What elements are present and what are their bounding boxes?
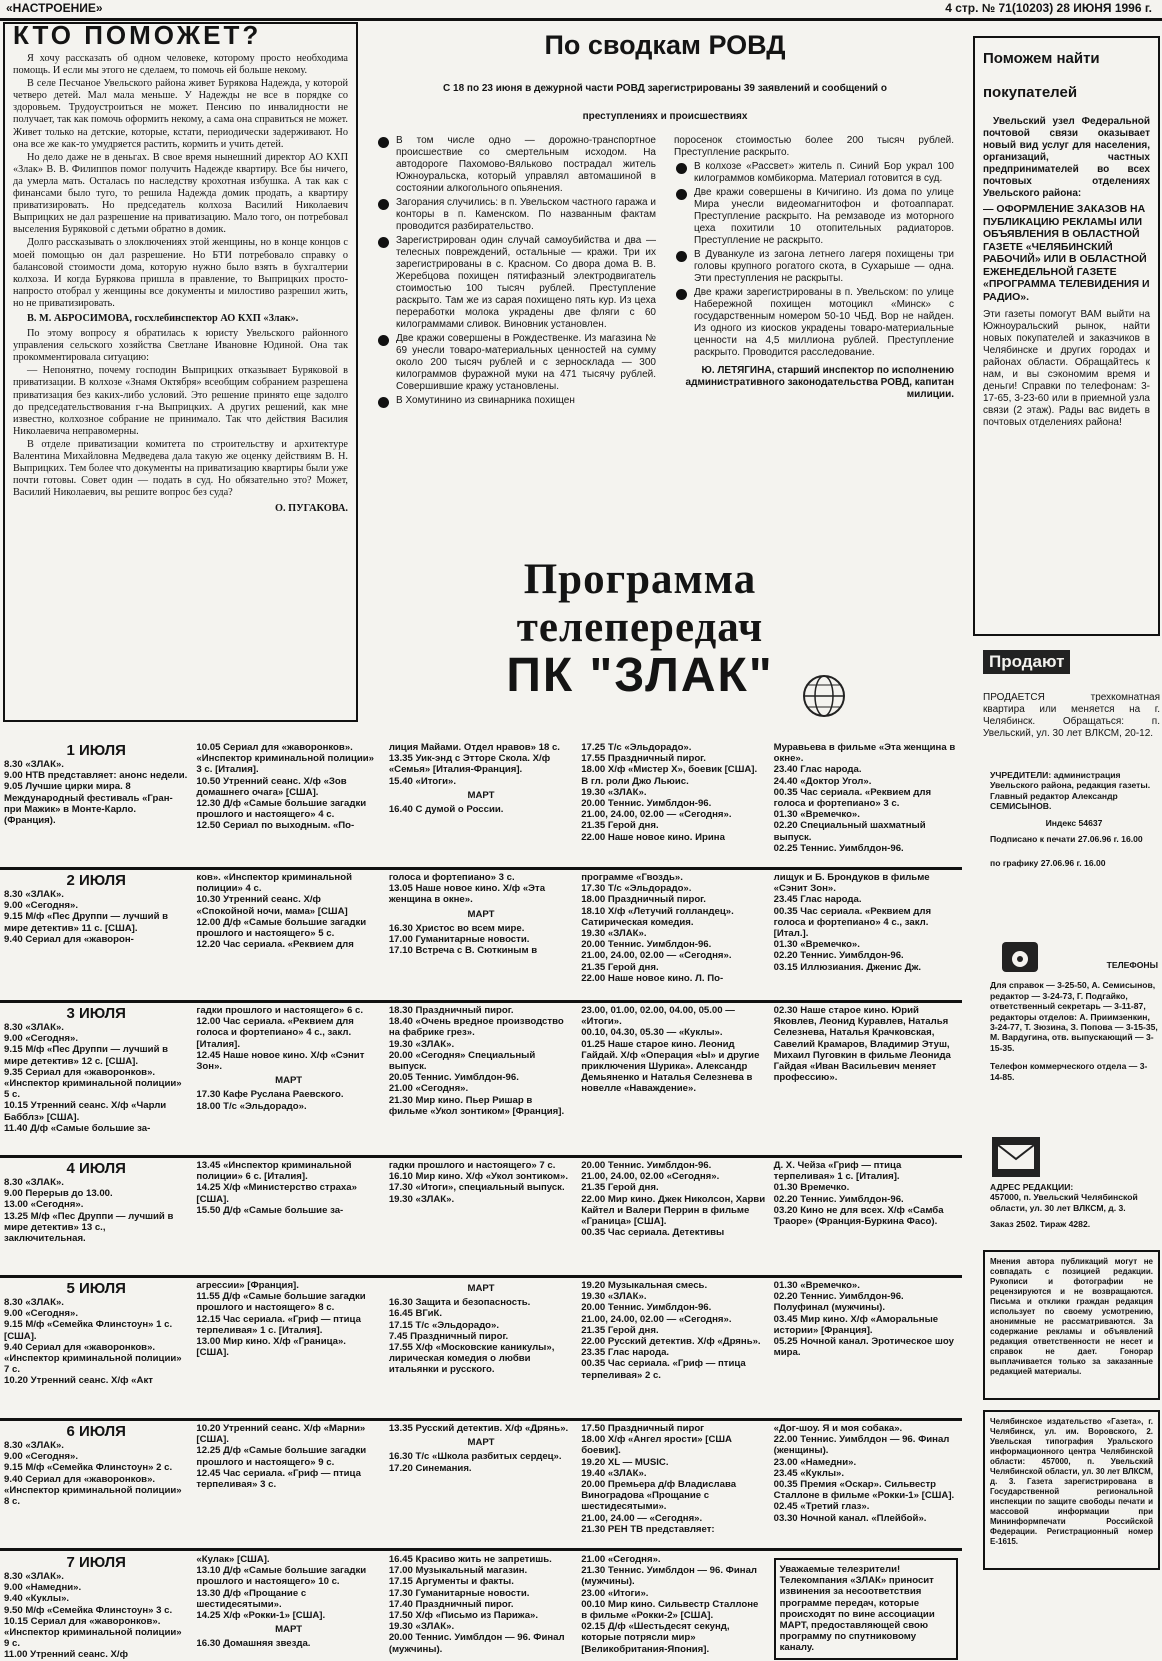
signature: Ю. ЛЕТЯГИНА, старший инспектор по исполнению административного законодательства РОВД, капитан милиции.	[685, 365, 954, 400]
tv-listing: 21.00, 24.00, 02.00 — «Сегодня».	[581, 950, 732, 962]
article-title: КТО ПОМОЖЕТ?	[13, 20, 262, 50]
day-row	[0, 1160, 962, 1278]
tv-listing: ков». «Инспектор криминальной полиции» 4 с.	[196, 872, 352, 895]
tv-listing: 11.55 Д/ф «Самые большие загадки прошлого и настоящего» 8 с.	[196, 1291, 366, 1314]
tv-listing: 18.40 «Очень вредное производство на фабрике грез».	[388, 1016, 564, 1039]
tv-listing: 9.40 Сериал для «жаворонков». «Инспектор криминальной полиции» 7 с.	[4, 1341, 182, 1376]
tv-listing: 17.15 Т/с «Эльдорадо».	[388, 1319, 500, 1331]
article-title: По сводкам РОВД	[544, 30, 786, 60]
tv-listing: 02.45 «Третий глаз».	[773, 1501, 870, 1513]
tv-listing: 9.15 М/ф «Пес Друппи — лучший в мире детектив» 12 с. [США].	[4, 1044, 169, 1067]
tv-listing: 17.30 Кафе Руслана Раевского.	[196, 1089, 344, 1101]
tv-column	[770, 1280, 962, 1387]
tv-listing: 16.45 ВГиК.	[388, 1308, 443, 1320]
tv-listing: 12.00 Час сериала. «Реквием для голоса и фортепиано» 4 с., закл. [Италия].	[196, 1016, 354, 1050]
tv-listing: 16.10 Мир кино. Х/ф «Укол зонтиком».	[388, 1171, 568, 1183]
tv-listing: 10.50 Утренний сеанс. Х/ф «Зов домашнего очага» [США].	[196, 775, 347, 798]
tv-listing: 9.15 М/ф «Пес Друппи — лучший в мире детектив» 11 с. [США].	[4, 911, 169, 934]
tv-column	[192, 1423, 384, 1535]
tv-listing: 00.35 Премия «Оскар». Сильвестр Сталлоне в фильме «Рокки-1» [США].	[773, 1479, 955, 1502]
tv-listing: МАРТ	[467, 908, 495, 920]
tv-listing: 00.35 Час сериала. «Реквием для голоса и фортепиано» 3 с.	[773, 786, 932, 810]
tv-listing: 20.00 Теннис. Уимблдон-96.	[581, 1302, 712, 1314]
tv-listing: 13.35 Русский детектив. Х/ф «Дрянь».	[388, 1423, 569, 1434]
tv-listing: 12.20 Час сериала. «Реквием для	[196, 939, 354, 951]
tv-listing: 17.40 Праздничный пирог.	[388, 1598, 514, 1610]
tv-listing: 19.30 «ЗЛАК».	[581, 928, 647, 940]
day-row	[0, 1280, 962, 1421]
section-label: Продают	[983, 650, 1070, 674]
tv-listing: 8.30 «ЗЛАК».	[4, 1022, 64, 1033]
tv-column	[385, 1554, 577, 1661]
paragraph: Но дело даже не в деньгах. В свое время нынешний директор АО КХП «Злак» В. В. Филиппов помог получить Надежде квартиру. Все бы ничего, да умерла мать. Осталась по наследству крохотная избушка. А так как с финансами было туго, то решила Надежда домик продать, а квартиру приватизировать. Но председатель колхоза Василий Николаевич Выприцких не дал разрешение на приватизацию. Мало того, он потребовал выселения Буряковой с детьми обратно в домик.	[13, 151, 348, 236]
tv-listing: 13.00 Мир кино. Х/ф «Граница». [США].	[196, 1336, 346, 1359]
tv-listing: 17.30 Т/с «Эльдорадо».	[581, 883, 692, 895]
tv-listing: 19.30 «ЗЛАК».	[388, 1193, 455, 1205]
tv-listing: 12.15 Час сериала. «Гриф — птица терпеливая» 1 с. [Италия].	[196, 1313, 361, 1336]
tv-listing: 17.55 Праздничный пирог.	[581, 753, 706, 765]
tv-listing: 9.05 Лучшие цирки мира. 8 Международный фестиваль «Гран-при Мажик» в Монте-Карло. (Франция).	[4, 781, 173, 827]
section-name: «НАСТРОЕНИЕ»	[6, 1, 103, 15]
tv-listing: 15.50 Д/ф «Самые большие за-	[196, 1204, 344, 1216]
tv-listing: 9.00 «Сегодня».	[4, 900, 79, 912]
tv-listing: 17.50 Х/ф «Письмо из Парижа».	[388, 1610, 539, 1622]
ad-text: Эти газеты помогут ВАМ выйти на Южноуральский рынок, найти новых покупателей и заказчиков в Челябинске и других городах и районах области. Обращайтесь к нам, и вы сэкономим время и деньги! Справки по телефонам: 3-17-65, 3-23-60 или в приемной узла связи (2 этаж). Рады вас видеть в почтовых отделениях района!	[983, 309, 1150, 428]
tv-column	[192, 742, 384, 854]
tv-column	[385, 1280, 577, 1387]
tv-column	[577, 1554, 769, 1661]
tv-listing: 16.45 Красиво жить не запретишь.	[388, 1554, 552, 1565]
tv-listing: 21.30 Теннис. Уимблдон — 96. Финал (мужчины).	[581, 1565, 757, 1588]
list-item: Две кражи совершены в Рождественке. Из магазина № 69 унесли товаро-материальных ценностей на сумму около 200 тысяч рублей и с зерносклада — 300 килограммов фуражной муки на 471 тысячу рублей. Совершившие кражу установлены.	[376, 333, 656, 393]
opinion-text: Мнения автора публикаций могут не совпадать с позицией редакции. Рукописи и фотографии не рецензируются и не возвращаются. Письма и отклики граждан редакция использует по своему усмотрению, анонимные не рассматриваются. За содержание рекламы и объявлений редакция ответственности не несет и справок не дает. Гонорар выплачивается только за заказанные редакцией материалы.	[990, 1257, 1153, 1376]
tv-listing: 9.50 М/ф «Семейка Флинстоун» 3 с.	[4, 1604, 173, 1616]
tv-column	[192, 1005, 384, 1134]
tv-listing: МАРТ	[467, 1283, 495, 1294]
tv-listing: 20.00 Теннис. Уимблдон — 96. Финал (мужчины).	[388, 1632, 565, 1655]
tv-column	[770, 1423, 962, 1535]
tv-listing: 17.55 Х/ф «Московские каникулы», лирическая комедия о любви итальянки и русского.	[388, 1342, 555, 1376]
tv-listing: 22.00 Теннис. Уимблдон — 96. Финал (женщины).	[773, 1434, 950, 1457]
tv-listing: 21.00, 24.00, 02.00 «Сегодня».	[581, 1171, 720, 1183]
tv-listing: 10.30 Утренний сеанс. Х/ф «Спокойной ночи, мама» [США]	[196, 894, 348, 917]
tv-listing: 10.15 Сериал для «жаворонков». «Инспектор криминальной полиции» 9 с.	[4, 1615, 182, 1650]
founders: УЧРЕДИТЕЛИ: администрация Увельского района, редакция газеты. Главный редактор Александр СЕМИСЫНОВ.	[990, 770, 1151, 812]
address-text: 457000, п. Увельский Челябинской области, ул. 30 лет ВЛКСМ, д. 3.	[990, 1192, 1138, 1213]
tv-listing: 16.30 Защита и безопасность.	[388, 1297, 531, 1309]
paragraph: Долго рассказывать о злоключениях этой женщины, но в конце концов с моей помощью он дал разрешение. Но БТИ потребовало справку о балансовой стоимости дома, которую нужно было взять в бухгалтерии колхоза. И когда Бурякова пришла в правление, то Выприцких просто-напросто отобрал у женщины все документы и милостиво разрешил жить, но не приватизировать.	[13, 237, 348, 309]
tv-listing: 9.40 Сериал для «жаворонков». «Инспектор криминальной полиции» 8 с.	[4, 1473, 182, 1508]
tv-listing: 13.35 Уик-энд с Этторе Скола. Х/ф «Семья» [Италия-Франция].	[388, 753, 551, 776]
tv-listing: 8.30 «ЗЛАК».	[4, 1177, 64, 1188]
tv-listing: 17.25 Т/с «Эльдорадо».	[581, 742, 692, 753]
tv-listing: «Кулак» [США].	[196, 1554, 270, 1565]
tv-column	[385, 1005, 577, 1134]
tv-listing: 12.50 Сериал по выходным. «По-	[196, 820, 355, 832]
phones	[990, 960, 1158, 1082]
signature: О. ПУГАКОВА.	[274, 503, 348, 515]
day-name: 6 ИЮЛЯ	[66, 1423, 126, 1440]
tv-listing: 18.00 Х/ф «Ангел ярости» [США боевик].	[581, 1434, 732, 1457]
tv-listing: 20.00 Теннис. Уимблдон-96.	[581, 1160, 712, 1171]
tv-listing: 00.35 Час сериала. «Гриф — птица терпеливая» 2 с.	[581, 1358, 746, 1381]
tv-listing: 00.35 Час сериала. Детективы	[581, 1227, 725, 1239]
tv-listing: 00.10 Мир кино. Сильвестр Сталлоне в фильме «Рокки-2» [США].	[581, 1598, 759, 1622]
day-name: 4 ИЮЛЯ	[66, 1160, 126, 1177]
tv-listing: МАРТ	[467, 789, 495, 801]
tv-listing: 02.20 Теннис. Уимблдон-96. Полуфинал (мужчины).	[773, 1291, 904, 1314]
publisher-box	[983, 1410, 1160, 1570]
tv-column	[770, 742, 962, 854]
tv-column	[0, 1423, 192, 1535]
tv-listing: 21.00 «Сегодня».	[581, 1554, 661, 1565]
tv-listing: 17.00 Гуманитарные новости.	[388, 934, 530, 946]
tv-column	[770, 1005, 962, 1134]
day-row	[0, 872, 962, 1003]
opinion-box	[983, 1250, 1160, 1400]
tv-listing: 05.25 Ночной канал. Эротическое шоу мира.	[773, 1336, 954, 1359]
tv-listing: 12.25 Д/ф «Самые большие загадки прошлого и настоящего» 9 с.	[196, 1445, 367, 1468]
paragraph: Я хочу рассказать об одном человеке, которому просто необходима помощь. И если мы этого не сделаем, то помочь ей больше некому.	[13, 53, 348, 77]
tv-listing: лиция Майами. Отдел нравов» 18 с.	[388, 742, 560, 753]
tv-column	[0, 1160, 192, 1244]
tv-listing: 23.40 Глас народа.	[773, 764, 862, 776]
tv-listing: 21.00, 24.00 — «Сегодня».	[581, 1512, 703, 1524]
tv-listing: 18.30 Праздничный пирог.	[388, 1005, 514, 1016]
tv-listing: МАРТ	[275, 1075, 303, 1087]
tv-listing: 01.25 Наше старое кино. Леонид Гайдай. Х/ф «Операция «Ы» и другие приключения Шурика». Александр Демьяненко и Наталья Селезнева в новелле «Наваждение».	[581, 1038, 760, 1095]
day-name: 2 ИЮЛЯ	[66, 872, 126, 889]
tv-listing: 13.05 Наше новое кино. Х/ф «Эта женщина в окне».	[388, 883, 546, 906]
tv-listing: 21.35 Герой дня.	[581, 820, 659, 832]
tv-listing: 21.35 Герой дня.	[581, 961, 659, 973]
tv-listing: гадки прошлого и настоящего» 6 с.	[196, 1005, 364, 1016]
rovd-col-2-list	[674, 135, 954, 359]
tv-column	[0, 742, 192, 854]
tv-listing: 16.30 Домашняя звезда.	[196, 1638, 311, 1650]
day-row	[0, 1005, 962, 1158]
tv-listing: 01.30 «Времечко».	[773, 1280, 860, 1291]
list-item: Две кражи совершены в Кичигино. Из дома по улице Мира унесли видеомагнитофон и фотоаппарат. Преступление раскрыто. На ремзаводе из моторного цеха похитили 10 отопительных радиаторов. Преступление не раскрыто.	[674, 187, 954, 247]
tv-listing: 22.00 Русский детектив. Х/ф «Дрянь».	[581, 1336, 761, 1348]
rovd-columns	[376, 135, 954, 409]
day-row	[0, 1554, 962, 1661]
tv-listing: 19.20 Музыкальная смесь.	[581, 1280, 708, 1291]
notice-box: Уважаемые телезрители! Телекомпания «ЗЛАК» приносит извинения за несоответствия программе передач, которые происходят по вине ассоциации МАРТ, предоставляющей свою программу по спутниковому каналу.	[774, 1558, 958, 1660]
tv-listing: 19.30 «ЗЛАК».	[388, 1038, 455, 1050]
tv-listing: 19.30 «ЗЛАК».	[581, 786, 647, 798]
tv-listing: МАРТ	[467, 1437, 495, 1449]
phone-commercial: Телефон коммерческого отдела — 3-14-85.	[990, 1061, 1148, 1082]
tv-listing: 21.30 РЕН ТВ представляет:	[581, 1523, 715, 1535]
tv-listing: 9.00 «Сегодня».	[4, 1033, 79, 1045]
tv-listing: 10.20 Утренний сеанс. Х/ф «Акт	[4, 1375, 153, 1387]
tv-listing: 22.00 Наше новое кино. Ирина	[581, 831, 725, 843]
rovd-col-1	[376, 135, 656, 409]
article-lead	[376, 75, 954, 131]
tv-listing: 19.30 «ЗЛАК».	[388, 1621, 455, 1633]
tv-listing: 18.00 Праздничный пирог.	[581, 894, 706, 906]
day-row	[0, 742, 962, 870]
tv-listing: 17.20 Синемания.	[388, 1462, 472, 1474]
tv-listing: 01.30 Времечко.	[773, 1182, 850, 1194]
tv-column	[577, 1280, 769, 1387]
tv-listing: 12.00 Д/ф «Самые большие загадки прошлого и настоящего» 5 с.	[196, 916, 367, 940]
tv-listing: 18.00 Т/с «Эльдорадо».	[196, 1100, 307, 1112]
tv-column	[577, 1423, 769, 1535]
list-item: Загорания случились: в п. Увельском частного гаража и конторы в п. Каменском. По названным фактам проводится разбирательство.	[376, 197, 656, 233]
tv-column	[385, 872, 577, 984]
tv-listing: гадки прошлого и настоящего» 7 с.	[388, 1160, 556, 1171]
tv-listing: 19.20 XL — MUSIC.	[581, 1456, 669, 1468]
tv-listing: программе «Гвоздь».	[581, 872, 683, 883]
title-line: телепередач	[516, 604, 764, 651]
tv-listing: 19.40 «ЗЛАК».	[581, 1467, 647, 1479]
tv-column	[192, 872, 384, 984]
tv-listing: 9.00 Перерыв до 13.00.	[4, 1188, 113, 1200]
day-name: 7 ИЮЛЯ	[66, 1554, 126, 1571]
list-item: В Хомутинино из свинарника похищен	[376, 395, 656, 407]
tv-program-title	[440, 556, 840, 700]
page-header	[0, 0, 1162, 21]
tv-listing: 13.10 Д/ф «Самые большие загадки прошлого и настоящего» 10 с.	[196, 1565, 367, 1588]
tv-listing: 10.15 Утренний сеанс. Х/ф «Чарли Бабблз» [США].	[4, 1100, 167, 1123]
lead-line: С 18 по 23 июня в дежурной части РОВД зарегистрированы 39 заявлений и сообщений о	[443, 83, 887, 94]
article-kto-pomozhet	[3, 22, 358, 722]
tv-column	[192, 1280, 384, 1387]
tv-listing: 23.00 «Намедни».	[773, 1456, 857, 1468]
ad-pomozhem	[973, 36, 1160, 636]
tv-listing: 10.05 Сериал для «жаворонков». «Инспектор криминальной полиции» 3 с. [Италия].	[196, 742, 374, 776]
tv-listing: 21.00, 24.00, 02.00 — «Сегодня».	[581, 809, 732, 821]
tv-column	[770, 1554, 962, 1661]
tv-listing: 9.40 «Куклы».	[4, 1593, 70, 1605]
tv-listing: 01.30 «Времечко».	[773, 809, 860, 821]
tv-listing: 13.00 «Сегодня».	[4, 1199, 84, 1211]
address-title: АДРЕС РЕДАКЦИИ:	[990, 1182, 1074, 1192]
tv-listing: 02.20 Теннис. Уимблдон-96.	[773, 1193, 904, 1205]
tv-column	[192, 1554, 384, 1661]
article-body	[13, 53, 348, 515]
tv-listing: Д. Х. Чейза «Гриф — птица терпеливая» 1 с. [Италия].	[773, 1160, 902, 1183]
tv-column	[577, 1160, 769, 1244]
signature: В. М. АБРОСИМОВА, госхлебинспектор АО КХП «Злак».	[27, 312, 299, 324]
tv-listing: 21.30 Мир кино. Пьер Ришар в фильме «Укол зонтиком» [Франция].	[388, 1094, 565, 1117]
tv-column	[0, 1005, 192, 1134]
tv-column	[770, 872, 962, 984]
tv-column	[0, 1554, 192, 1661]
tv-listing: 13.25 М/ф «Пес Друппи — лучший в мире детектив» 13 с., заключительная.	[4, 1210, 174, 1245]
tv-listing: 03.20 Кино не для всех. Х/ф «Самба Траоре» (Франция-Буркина Фасо).	[773, 1204, 944, 1228]
tv-listing: 15.40 «Итоги».	[388, 775, 457, 787]
tv-column	[385, 742, 577, 854]
tv-listing: 9.00 НТВ представляет: анонс недели.	[4, 770, 188, 782]
day-row	[0, 1423, 962, 1551]
tv-listing: 21.35 Герой дня.	[581, 1324, 659, 1336]
tv-listing: лищук и Б. Брондуков в фильме «Сэнит Зон».	[773, 872, 930, 895]
tv-listing: 02.15 Д/ф «Шестьдесят секунд, которые потрясли мир» [Великобритания-Япония].	[581, 1621, 730, 1655]
tv-listing: 14.25 Х/ф «Рокки-1» [США].	[196, 1610, 326, 1622]
tv-listing: 20.00 Премьера д/ф Владислава Виноградова «Прощание с шестидесятыми».	[581, 1479, 737, 1513]
globe-logo-icon	[800, 672, 848, 720]
graph: по графику 27.06.96 г. 16.00	[990, 858, 1106, 869]
tv-column	[577, 872, 769, 984]
tv-listing: «Дог-шоу. Я и моя собака».	[773, 1423, 903, 1434]
tv-listing: 00.35 Час сериала. «Реквием для голоса и фортепиано» 4 с., закл. [Итал.].	[773, 905, 932, 940]
tv-listing: 16.30 Христос во всем мире.	[388, 922, 525, 934]
tv-column	[577, 742, 769, 854]
tv-listing: 02.20 Специальный шахматный выпуск.	[773, 820, 926, 843]
tv-column	[577, 1005, 769, 1134]
paragraph: По этому вопросу я обратилась к юристу Увельского районного управления сельского хозяйства Светлане Ивановне Юдиной. Она так прокомментировала ситуацию:	[13, 328, 348, 364]
phones-list: Для справок — 3-25-50, А. Семисынов, редактор — 3-24-73, Г. Подгайко, ответственный секретарь — 3-11-87, редакторы отделов: А. Приимзенкин, 3-24-77, Т. Зюзина, З. Попова — 3-15-35, М. Вардугина, отв. выпускающий — 3-15-35.	[990, 980, 1158, 1053]
day-name: 5 ИЮЛЯ	[66, 1280, 126, 1297]
order-info: Заказ 2502. Тираж 4282.	[990, 1219, 1091, 1230]
list-item: В Дуванкуле из загона летнего лагеря похищены три головы крупного рогатого скота, в Сухарыше — одна. Эти преступления не раскрыты.	[674, 249, 954, 285]
list-item: поросенок стоимостью более 200 тысяч рублей. Преступление раскрыто.	[674, 135, 954, 158]
tv-listing: 19.30 «ЗЛАК».	[581, 1291, 647, 1303]
tv-listing: 21.00, 24.00, 02.00 — «Сегодня».	[581, 1313, 732, 1325]
tv-listing: Муравьева в фильме «Эта женщина в окне».	[773, 742, 956, 765]
article-rovd	[376, 30, 954, 540]
tv-listing: 00.10, 04.30, 05.30 — «Куклы».	[581, 1027, 723, 1039]
list-item: Две кражи зарегистрированы в п. Увельском: по улице Набережной похищен мотоцикл «Минск» с государственным номером 50-10 ЧБД. Вор не найден. Из одного из киосков украдены товаро-материальные ценности на 4,5 миллиона рублей. Преступление раскрыто. Проводится расследование.	[674, 287, 954, 359]
tv-listing: 10.20 Утренний сеанс. Х/ф «Марни» [США].	[196, 1423, 366, 1446]
tv-listing: 8.30 «ЗЛАК».	[4, 889, 64, 900]
tv-listing: 17.30 Гуманитарные новости.	[388, 1587, 530, 1599]
tv-listing: МАРТ	[275, 1624, 303, 1636]
tv-listing: 9.00 «Сегодня».	[4, 1308, 79, 1320]
list-item: Зарегистрирован один случай самоубийства и два — телесных повреждений, остальные — кражи. Три их зарегистрированы в с. Красном. Со двора дома В. В. Жеребцова похищен пятифазный электродвигатель стоимостью 100 тысяч рублей. Преступление раскрыто. Там же из сарая похищено пять кур. Из цеха переработки молока украдены две фляги с 60 килограммами сливок. Виновник установлен.	[376, 235, 656, 331]
tv-listing: 12.45 Час сериала. «Гриф — птица терпеливая» 3 с.	[196, 1467, 361, 1491]
index: Индекс 54637	[1045, 817, 1103, 828]
tv-listing: 16.40 С думой о России.	[388, 804, 504, 816]
tv-listing: 7.45 Праздничный пирог.	[388, 1330, 509, 1342]
tv-column	[192, 1160, 384, 1244]
tv-column	[385, 1423, 577, 1535]
publisher-text: Челябинское издательство «Газета», г. Челябинск, ул. им. Воровского, 2. Увельская типография Уральского информационного центра Челябинской области: 457000, п. Увельский Челябинской области, ул. 30 лет ВЛКСМ, д. 3. Газета зарегистрирована в Государственной региональной инспекции по защите свободы печати и массовой информации при Мининформпечати Российской Федерации. Регистрационный номер Е-1615.	[990, 1417, 1153, 1546]
tv-listing: 02.30 Наше старое кино. Юрий Яковлев, Леонид Куравлев, Наталья Селезнева, Наталья Крачковская, Савелий Крамаров, Владимир Этуш, Михаил Пуговкин в фильме Леонида Гайдая «Иван Васильевич меняет профессию».	[773, 1005, 951, 1084]
tv-listing: 03.15 Иллюзиания. Дженис Дж.	[773, 961, 922, 973]
rovd-col-2	[674, 135, 954, 409]
tv-listing: 9.00 «Намедни».	[4, 1582, 82, 1594]
tv-listing: 8.30 «ЗЛАК».	[4, 1571, 64, 1582]
title-line: Программа	[523, 556, 757, 603]
tv-listing: агрессии» [Франция].	[196, 1280, 299, 1291]
tv-listing: 14.25 Х/ф «Министерство страха» [США].	[196, 1182, 357, 1205]
tv-listing: голоса и фортепиано» 3 с.	[388, 872, 515, 883]
tv-listing: 13.45 «Инспектор криминальной полиции» 6 с. [Италия].	[196, 1160, 352, 1183]
tv-column	[385, 1160, 577, 1244]
tv-listing: 17.00 Музыкальный магазин.	[388, 1565, 528, 1577]
tv-listing: 18.00 Х/ф «Мистер Х», боевик [США]. В гл. роли Джо Льюис.	[581, 764, 758, 787]
tv-listing: 18.10 Х/ф «Летучий голландец». Сатирическая комедия.	[581, 905, 734, 928]
tv-column	[0, 872, 192, 984]
tv-listing: 20.00 Теннис. Уимблдон-96.	[581, 798, 712, 810]
tv-listing: 21.35 Герой дня.	[581, 1182, 659, 1194]
day-name: 1 ИЮЛЯ	[66, 742, 126, 759]
tv-listing: 9.15 М/ф «Семейка Флинстоун» 2 с.	[4, 1462, 173, 1474]
tv-listing: 17.30 «Итоги», специальный выпуск.	[388, 1182, 565, 1194]
tv-listing: 9.15 М/ф «Семейка Флинстоун» 1 с. [США].	[4, 1319, 173, 1342]
tv-listing: 12.45 Наше новое кино. Х/ф «Сэнит Зон».	[196, 1049, 365, 1073]
tv-listing: 8.30 «ЗЛАК».	[4, 1297, 64, 1308]
paragraph: В отделе приватизации комитета по строительству и архитектуре Валентина Михайловна Медведева дала такую же оценку действиям В. Н. Выприцких. Тем более что документы на приватизацию квартиры были уже почти готовы. Совет один — подать в суд. Но обязательно это? Может, Василий Николаевич, вы решите вопрос без суда?	[13, 438, 348, 499]
tv-listing: 9.35 Сериал для «жаворонков». «Инспектор криминальной полиции» 5 с.	[4, 1066, 182, 1101]
tv-listing: 03.30 Ночной канал. «Плейбой».	[773, 1512, 927, 1524]
tv-listing: 23.45 Глас народа.	[773, 894, 862, 906]
tv-listing: 21.00 «Сегодня».	[388, 1083, 469, 1095]
tv-listing: 17.10 Встреча с В. Сюткиным в	[388, 945, 538, 957]
paragraph: В селе Песчаное Увельского района живет Бурякова Надежда, у которой четверо детей. Мал мала меньше. У Надежды не все в порядке со здоровьем. Трудоустроиться не может. Пенсию по инвалидности не получает, так как помочь оформить некому, а сама она справиться не может. Живет только на детские, которые, кстати, периодически задерживают. Но она все же как-то умудряется растить, кормить и учить детей.	[13, 78, 348, 150]
tv-listing: 03.45 Мир кино. Х/ф «Аморальные истории» [Франция].	[773, 1313, 939, 1336]
lead-line: преступлениях и происшествиях	[582, 111, 748, 122]
list-item: В том числе одно — дорожно-транспортное происшествие со смертельным исходом. На автодороге Пахомово-Вяльково пострадал житель Южноуральска, который управлял автомашиной в состоянии алкогольного опьянения.	[376, 135, 656, 195]
tv-listing: 22.00 Мир кино. Джек Николсон, Харви Кайтел и Валери Перрин в фильме «Граница» [США].	[581, 1193, 766, 1228]
day-name: 3 ИЮЛЯ	[66, 1005, 126, 1022]
ad-text: ПРОДАЕТСЯ трехкомнатная квартира или меняется на г. Челябинск. Обращаться: п. Увельский, ул. 30 лет ВЛКСМ, 20-12.	[983, 692, 1160, 739]
tv-listing: 23.00, 01.00, 02.00, 04.00, 05.00 — «Итоги».	[581, 1005, 735, 1028]
tv-listing: 8.30 «ЗЛАК».	[4, 1440, 64, 1451]
tv-listing: 8.30 «ЗЛАК».	[4, 759, 64, 770]
imprint	[990, 770, 1158, 869]
ad-title: Поможем найти покупателей	[983, 50, 1100, 101]
envelope-icon	[990, 1135, 1042, 1179]
tv-listing: 23.00 «Итоги».	[581, 1587, 649, 1599]
signed: Подписано к печати 27.06.96 г. 16.00	[990, 834, 1143, 845]
tv-listing: 13.30 Д/ф «Прощание с шестидесятыми».	[196, 1587, 307, 1610]
tv-listing: 11.00 Утренний сеанс. Х/ф	[4, 1649, 128, 1661]
tv-column	[770, 1160, 962, 1244]
tv-listing: 20.00 Теннис. Уимблдон-96.	[581, 939, 712, 951]
issue-info: 4 стр. № 71(10203) 28 ИЮНЯ 1996 г.	[945, 1, 1152, 15]
phones-title: ТЕЛЕФОНЫ	[1106, 960, 1158, 970]
tv-column	[0, 1280, 192, 1387]
tv-listing: 23.35 Глас народа.	[581, 1347, 670, 1359]
tv-listing: 24.40 «Доктор Угол».	[773, 775, 872, 787]
tv-listing: 02.20 Теннис. Уимблдон-96.	[773, 950, 904, 962]
tv-listing: 9.40 Сериал для «жаворон-	[4, 933, 134, 945]
tv-listing: 02.25 Теннис. Уимблдон-96.	[773, 842, 904, 854]
tv-listing: 16.30 Т/с «Школа разбитых сердец».	[388, 1451, 562, 1463]
tv-listing: 22.00 Наше новое кино. Л. По-	[581, 972, 724, 984]
tv-listing: 9.00 «Сегодня».	[4, 1451, 79, 1463]
ad-text: Увельский узел Федеральной почтовой связи оказывает новый вид услуг для населения, организаций, частных предпринимателей во всех почтовых отделениях Увельского района:	[983, 116, 1150, 199]
ad-prodaiut	[983, 650, 1160, 740]
ad-caps: — ОФОРМЛЕНИЕ ЗАКАЗОВ НА ПУБЛИКАЦИЮ РЕКЛАМЫ ИЛИ ОБЪЯВЛЕНИЯ В ОБЛАСТНОЙ ГАЗЕТЕ «ЧЕЛЯБИНСКИЙ РАБОЧИЙ» ИЛИ В ОБЛАСТНОЙ ЕЖЕНЕДЕЛЬНОЙ ГАЗЕТЕ «ПРОГРАММА ТЕЛЕВИДЕНИЯ И РАДИО».	[983, 203, 1150, 303]
tv-listing: 20.00 «Сегодня» Специальный выпуск.	[388, 1049, 536, 1073]
list-item: В колхозе «Рассвет» житель п. Синий Бор украл 100 килограммов комбикорма. Материал готовится в суд.	[674, 161, 954, 185]
tv-listing: 01.30 «Времечко».	[773, 939, 860, 951]
title-line: ПК "ЗЛАК"	[506, 649, 774, 702]
paragraph: — Непонятно, почему господин Выприцких отказывает Буряковой в приватизации. В колхозе «Знамя Октября» всеобщим собранием разрешена приватизация без каких-либо условий. Это решение принято еще задолго до председательствования г-на Выприцких. А других решений, как мне известно, колхозное собрание не принимало. Так что действия Василия Николаевича неправомерны.	[13, 365, 348, 437]
tv-listing: 20.05 Теннис. Уимблдон-96.	[388, 1072, 519, 1084]
address	[990, 1182, 1158, 1230]
tv-listing: 17.15 Аргументы и факты.	[388, 1576, 514, 1588]
tv-grid	[0, 742, 962, 1661]
tv-listing: 11.40 Д/ф «Самые большие за-	[4, 1122, 151, 1134]
tv-listing: 12.30 Д/ф «Самые большие загадки прошлого и настоящего» 4 с.	[196, 798, 367, 821]
tv-listing: 23.45 «Куклы».	[773, 1467, 845, 1479]
tv-listing: 17.50 Праздничный пирог	[581, 1423, 705, 1434]
